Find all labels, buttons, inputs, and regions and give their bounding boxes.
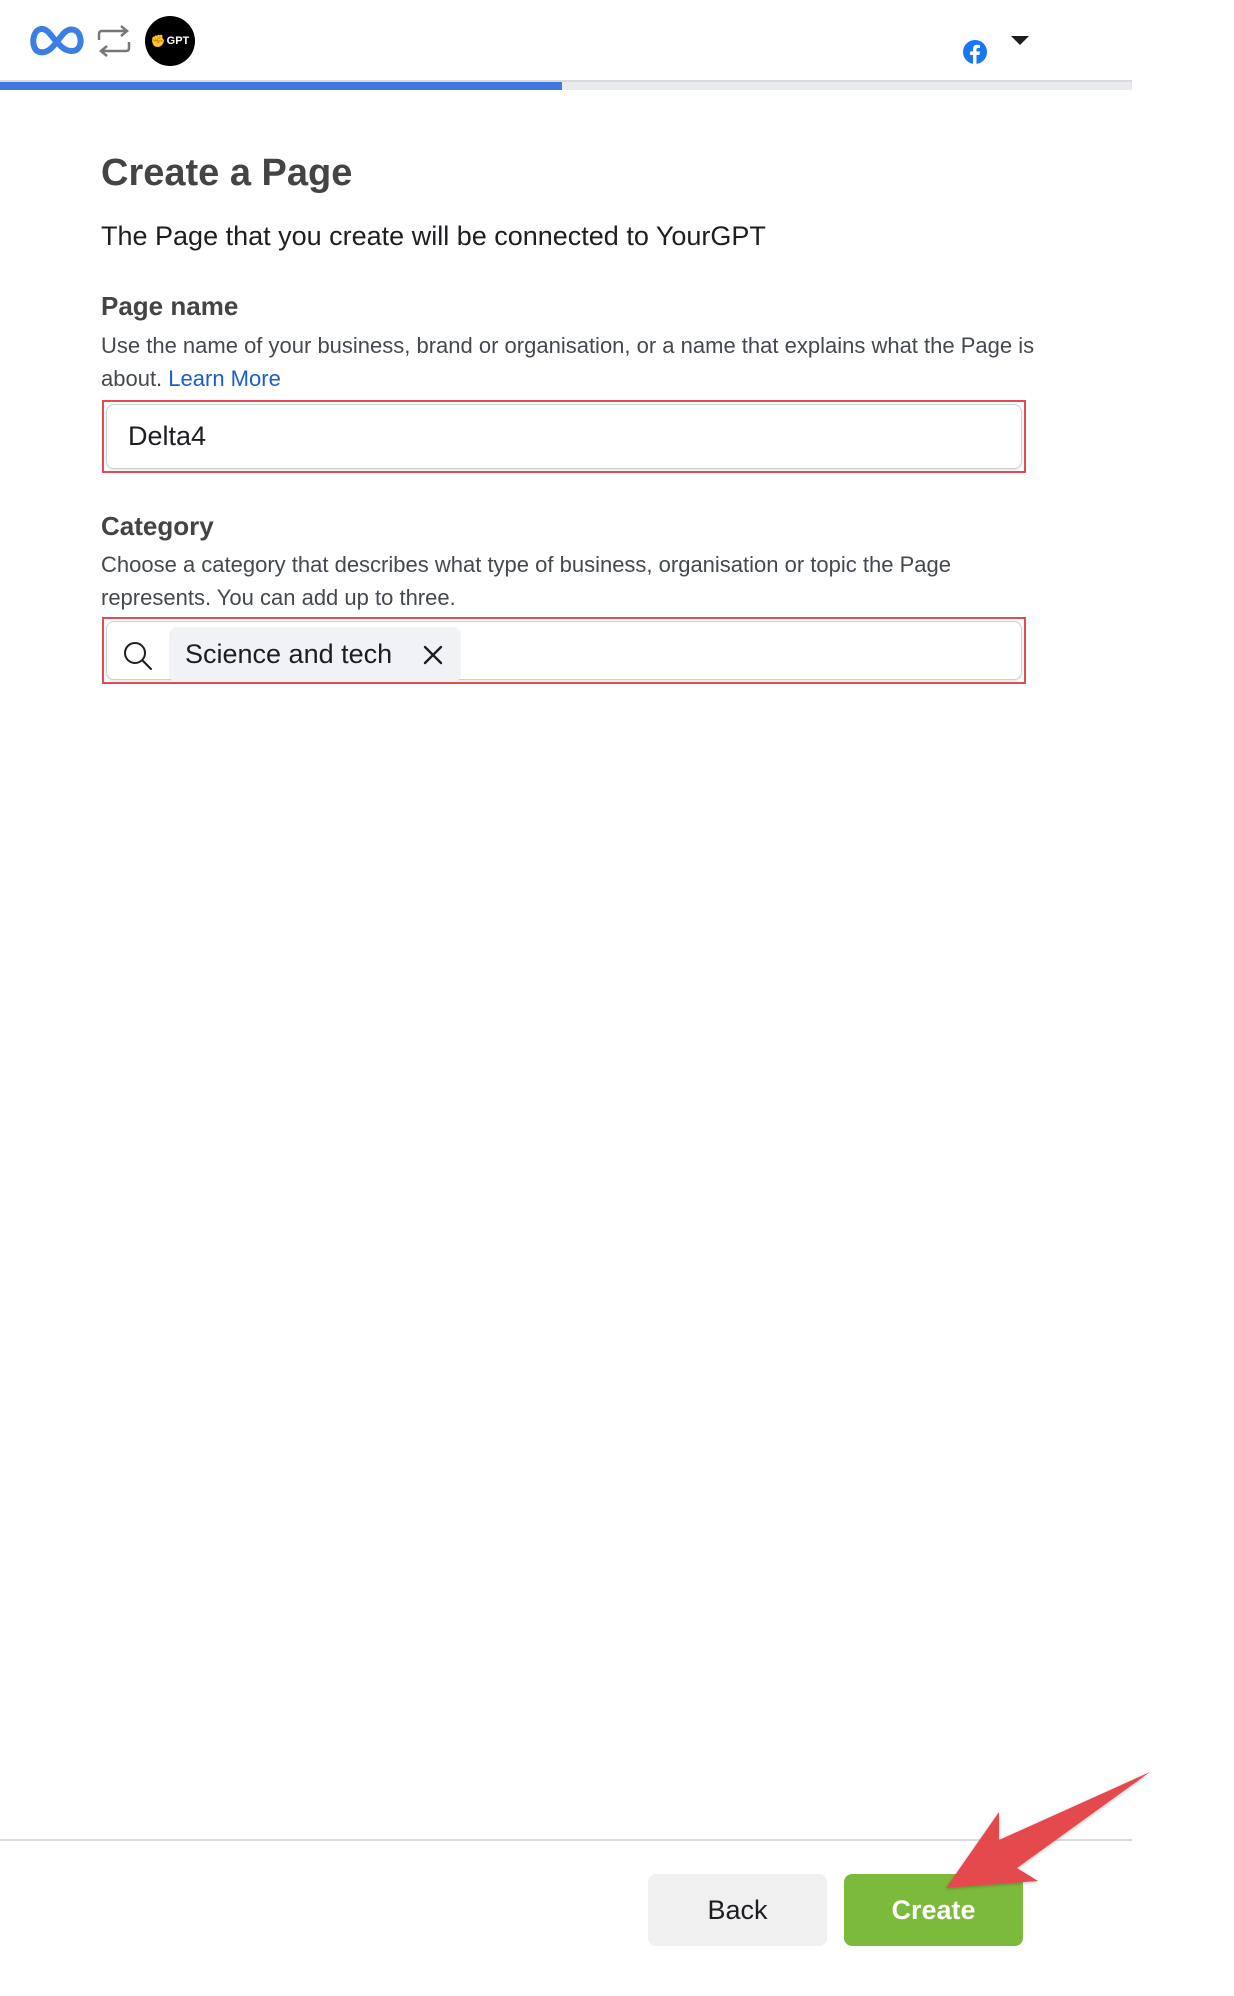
close-icon[interactable] (422, 644, 444, 666)
category-description: Choose a category that describes what type of business, organisation or topic the Page represents. You can add up to three. (101, 552, 951, 610)
meta-logo-icon (30, 24, 84, 56)
footer-divider (0, 1839, 1132, 1841)
swap-arrows-icon (95, 24, 133, 58)
category-chip-label: Science and tech (185, 639, 393, 669)
page-name-input[interactable] (107, 405, 1021, 468)
category-input[interactable] (106, 621, 1022, 680)
learn-more-link[interactable]: Learn More (168, 366, 281, 391)
page-name-label: Page name (101, 291, 239, 321)
account-menu-caret-icon[interactable] (1011, 36, 1029, 45)
category-chip (169, 627, 461, 682)
page-name-highlight (102, 400, 1026, 473)
progress-fill (0, 82, 562, 90)
page-name-help-text: Use the name of your business, brand or organisation, or a name that explains what the Page is about. (101, 333, 1035, 391)
create-button[interactable]: Create (844, 1874, 1023, 1946)
app-logo (145, 16, 195, 66)
app-logo-text: GPT (166, 35, 190, 47)
page-title: Create a Page (101, 152, 353, 194)
search-icon (123, 641, 153, 671)
back-button[interactable]: Back (648, 1874, 827, 1946)
page-name-field-box (106, 404, 1022, 469)
fist-icon: ✊ (150, 34, 166, 48)
page-name-description (101, 329, 1061, 395)
category-highlight (102, 617, 1026, 684)
category-label: Category (101, 511, 214, 541)
page-subtitle: The Page that you create will be connected to YourGPT (101, 221, 766, 251)
facebook-icon[interactable] (962, 39, 988, 65)
